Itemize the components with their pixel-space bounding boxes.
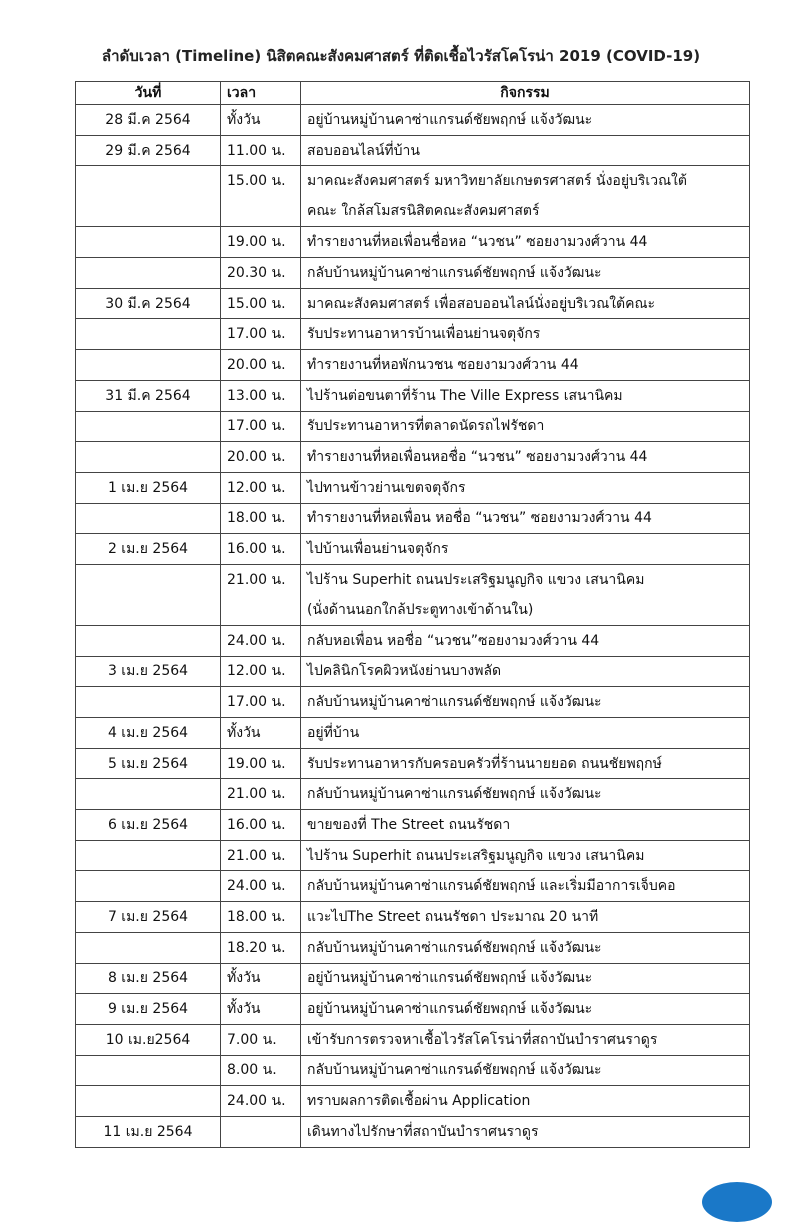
row-activity xyxy=(301,902,750,933)
activity-line: มาคณะสังคมศาสตร์ เพื่อสอบออนไลน์นั่งอยู่บริเวณใต้คณะ xyxy=(307,295,655,312)
row-time: 17.00 น. xyxy=(221,319,301,350)
row-date: 5 เม.ย 2564 xyxy=(76,748,221,779)
activity-line: สอบออนไลน์ที่บ้าน xyxy=(307,142,420,159)
row-activity xyxy=(301,1024,750,1055)
row-date xyxy=(76,564,221,625)
row-date: 10 เม.ย2564 xyxy=(76,1024,221,1055)
row-activity xyxy=(301,227,750,258)
activity-line: ไปร้าน Superhit ถนนประเสริฐมนูญกิจ แขวง เสนานิคม xyxy=(307,571,645,588)
row-time: 20.00 น. xyxy=(221,442,301,473)
row-time: 19.00 น. xyxy=(221,748,301,779)
row-activity xyxy=(301,687,750,718)
row-time: 18.20 น. xyxy=(221,932,301,963)
table-row xyxy=(76,135,750,166)
row-activity xyxy=(301,411,750,442)
activity-line: รับประทานอาหารบ้านเพื่อนย่านจตุจักร xyxy=(307,326,541,343)
header-date: วันที่ xyxy=(76,82,221,105)
row-date xyxy=(76,932,221,963)
row-time: 15.00 น. xyxy=(221,288,301,319)
row-activity xyxy=(301,718,750,749)
row-date: 6 เม.ย 2564 xyxy=(76,810,221,841)
row-date: 29 มี.ค 2564 xyxy=(76,135,221,166)
row-time: 11.00 น. xyxy=(221,135,301,166)
row-time: 17.00 น. xyxy=(221,687,301,718)
row-activity xyxy=(301,625,750,656)
row-time: 13.00 น. xyxy=(221,380,301,411)
activity-line: อยู่บ้านหมู่บ้านคาซ่าแกรนด์ชัยพฤกษ์ แจ้งวัฒนะ xyxy=(307,111,593,128)
page-title: ลำดับเวลา (Timeline) นิสิตคณะสังคมศาสตร์ ที่ติดเชื้อไวรัสโคโรน่า 2019 (COVID-19) xyxy=(101,47,701,65)
activity-line: ไปคลินิกโรคผิวหนังย่านบางพลัด xyxy=(307,663,502,680)
row-date: 8 เม.ย 2564 xyxy=(76,963,221,994)
table-row xyxy=(76,288,750,319)
activity-line: ไปร้าน Superhit ถนนประเสริฐมนูญกิจ แขวง เสนานิคม xyxy=(307,847,645,864)
row-activity xyxy=(301,871,750,902)
row-time: 12.00 น. xyxy=(221,656,301,687)
table-row xyxy=(76,932,750,963)
activity-line: กลับบ้านหมู่บ้านคาซ่าแกรนด์ชัยพฤกษ์ แจ้งวัฒนะ xyxy=(307,694,602,711)
row-time: ทั้งวัน xyxy=(221,105,301,136)
activity-line: กลับบ้านหมู่บ้านคาซ่าแกรนด์ชัยพฤกษ์ แจ้งวัฒนะ xyxy=(307,264,602,281)
row-date xyxy=(76,1086,221,1117)
row-date: 4 เม.ย 2564 xyxy=(76,718,221,749)
activity-line: เข้ารับการตรวจหาเชื้อไวรัสโคโรน่าที่สถาบันบำราศนราดูร xyxy=(307,1031,658,1048)
table-row xyxy=(76,625,750,656)
row-date: 2 เม.ย 2564 xyxy=(76,534,221,565)
table-row xyxy=(76,1116,750,1147)
row-activity xyxy=(301,963,750,994)
row-date xyxy=(76,840,221,871)
table-row xyxy=(76,902,750,933)
row-time: ทั้งวัน xyxy=(221,994,301,1025)
row-date xyxy=(76,258,221,289)
row-time: 18.00 น. xyxy=(221,503,301,534)
row-date: 3 เม.ย 2564 xyxy=(76,656,221,687)
activity-line: รับประทานอาหารที่ตลาดนัดรถไฟรัชดา xyxy=(307,418,545,435)
table-row xyxy=(76,258,750,289)
activity-line: อยู่บ้านหมู่บ้านคาซ่าแกรนด์ชัยพฤกษ์ แจ้งวัฒนะ xyxy=(307,970,593,987)
activity-line: ขายของที่ The Street ถนนรัชดา xyxy=(307,816,511,833)
row-date xyxy=(76,227,221,258)
activity-line: ทำรายงานที่หอเพื่อน หอชื่อ “นวชน” ซอยงามวงศ์วาน 44 xyxy=(307,510,652,527)
row-date: 11 เม.ย 2564 xyxy=(76,1116,221,1147)
table-row xyxy=(76,656,750,687)
row-time: 21.00 น. xyxy=(221,840,301,871)
table-row xyxy=(76,1086,750,1117)
activity-line: (นั่งด้านนอกใกล้ประตูทางเข้าด้านใน) xyxy=(307,601,534,618)
activity-line: มาคณะสังคมศาสตร์ มหาวิทยาลัยเกษตรศาสตร์ นั่งอยู่บริเวณใต้ xyxy=(307,173,687,190)
activity-line: กลับบ้านหมู่บ้านคาซ่าแกรนด์ชัยพฤกษ์ แจ้งวัฒนะ xyxy=(307,939,602,956)
activity-line: แวะไปThe Street ถนนรัชดา ประมาณ 20 นาที xyxy=(307,908,599,925)
table-row xyxy=(76,105,750,136)
row-date: 1 เม.ย 2564 xyxy=(76,472,221,503)
row-activity xyxy=(301,442,750,473)
activity-line: คณะ ใกล้สโมสรนิสิตคณะสังคมศาสตร์ xyxy=(307,203,540,220)
activity-line: ทำรายงานที่หอเพื่อนหอชื่อ “นวชน” ซอยงามวงศ์วาน 44 xyxy=(307,449,648,466)
row-time: 16.00 น. xyxy=(221,810,301,841)
row-time: 18.00 น. xyxy=(221,902,301,933)
row-time: 21.00 น. xyxy=(221,564,301,625)
header-activity: กิจกรรม xyxy=(301,82,750,105)
table-row xyxy=(76,227,750,258)
row-activity xyxy=(301,779,750,810)
activity-line: ทราบผลการติดเชื้อผ่าน Application xyxy=(307,1093,531,1110)
row-time: 20.30 น. xyxy=(221,258,301,289)
row-time: 21.00 น. xyxy=(221,779,301,810)
row-activity xyxy=(301,932,750,963)
row-activity xyxy=(301,656,750,687)
table-row xyxy=(76,840,750,871)
activity-line: รับประทานอาหารกับครอบครัวที่ร้านนายยอด ถนนชัยพฤกษ์ xyxy=(307,755,662,772)
row-activity xyxy=(301,503,750,534)
table-row xyxy=(76,564,750,625)
row-date xyxy=(76,411,221,442)
row-time: ทั้งวัน xyxy=(221,718,301,749)
table-row xyxy=(76,1024,750,1055)
row-date xyxy=(76,871,221,902)
activity-line: กลับบ้านหมู่บ้านคาซ่าแกรนด์ชัยพฤกษ์ แจ้งวัฒนะ xyxy=(307,786,602,803)
row-date: 28 มี.ค 2564 xyxy=(76,105,221,136)
row-time: 12.00 น. xyxy=(221,472,301,503)
row-activity xyxy=(301,1086,750,1117)
activity-line: กลับบ้านหมู่บ้านคาซ่าแกรนด์ชัยพฤกษ์ และเริ่มมีอาการเจ็บคอ xyxy=(307,878,676,895)
row-date xyxy=(76,1055,221,1086)
row-time: 16.00 น. xyxy=(221,534,301,565)
activity-line: อยู่ที่บ้าน xyxy=(307,724,360,741)
row-activity xyxy=(301,534,750,565)
row-activity xyxy=(301,472,750,503)
row-time: ทั้งวัน xyxy=(221,963,301,994)
row-time: 8.00 น. xyxy=(221,1055,301,1086)
row-activity xyxy=(301,319,750,350)
row-time: 17.00 น. xyxy=(221,411,301,442)
row-activity xyxy=(301,564,750,625)
table-row xyxy=(76,166,750,227)
row-date xyxy=(76,166,221,227)
row-time: 19.00 น. xyxy=(221,227,301,258)
row-date xyxy=(76,625,221,656)
activity-line: เดินทางไปรักษาที่สถาบันบำราศนราดูร xyxy=(307,1123,539,1140)
activity-line: ไปร้านต่อขนตาที่ร้าน The Ville Express เสนานิคม xyxy=(307,387,623,404)
row-time: 24.00 น. xyxy=(221,1086,301,1117)
table-row xyxy=(76,748,750,779)
row-date xyxy=(76,442,221,473)
table-row xyxy=(76,534,750,565)
row-activity xyxy=(301,810,750,841)
activity-line: กลับหอเพื่อน หอชื่อ “นวชน”ซอยงามวงศ์วาน 44 xyxy=(307,632,600,649)
row-date xyxy=(76,687,221,718)
row-date: 9 เม.ย 2564 xyxy=(76,994,221,1025)
table-row xyxy=(76,718,750,749)
table-row xyxy=(76,871,750,902)
row-activity xyxy=(301,840,750,871)
row-date xyxy=(76,350,221,381)
row-activity xyxy=(301,380,750,411)
row-date xyxy=(76,779,221,810)
table-row xyxy=(76,472,750,503)
row-activity xyxy=(301,994,750,1025)
row-activity xyxy=(301,288,750,319)
table-row xyxy=(76,810,750,841)
corner-decoration xyxy=(702,1182,772,1222)
row-activity xyxy=(301,258,750,289)
row-time: 24.00 น. xyxy=(221,625,301,656)
row-time: 20.00 น. xyxy=(221,350,301,381)
activity-line: ทำรายงานที่หอเพื่อนชื่อหอ “นวชน” ซอยงามวงศ์วาน 44 xyxy=(307,234,648,251)
row-date xyxy=(76,503,221,534)
activity-line: ไปทานข้าวย่านเขตจตุจักร xyxy=(307,479,466,496)
table-row xyxy=(76,687,750,718)
activity-line: ไปบ้านเพื่อนย่านจตุจักร xyxy=(307,541,449,558)
row-date: 7 เม.ย 2564 xyxy=(76,902,221,933)
row-activity xyxy=(301,135,750,166)
table-row xyxy=(76,380,750,411)
table-header-row xyxy=(76,82,750,105)
row-time: 24.00 น. xyxy=(221,871,301,902)
table-row xyxy=(76,350,750,381)
row-activity xyxy=(301,166,750,227)
row-time xyxy=(221,1116,301,1147)
timeline-body xyxy=(76,105,750,1148)
table-row xyxy=(76,994,750,1025)
table-row xyxy=(76,779,750,810)
table-row xyxy=(76,1055,750,1086)
activity-line: อยู่บ้านหมู่บ้านคาซ่าแกรนด์ชัยพฤกษ์ แจ้งวัฒนะ xyxy=(307,1001,593,1018)
row-activity xyxy=(301,105,750,136)
row-activity xyxy=(301,748,750,779)
row-date: 30 มี.ค 2564 xyxy=(76,288,221,319)
table-row xyxy=(76,503,750,534)
row-activity xyxy=(301,350,750,381)
activity-line: ทำรายงานที่หอพักนวชน ซอยงามวงศ์วาน 44 xyxy=(307,356,579,373)
header-time: เวลา xyxy=(221,82,301,105)
table-row xyxy=(76,411,750,442)
activity-line: กลับบ้านหมู่บ้านคาซ่าแกรนด์ชัยพฤกษ์ แจ้งวัฒนะ xyxy=(307,1062,602,1079)
table-row xyxy=(76,963,750,994)
row-activity xyxy=(301,1116,750,1147)
row-date: 31 มี.ค 2564 xyxy=(76,380,221,411)
table-row xyxy=(76,319,750,350)
row-time: 7.00 น. xyxy=(221,1024,301,1055)
timeline-table xyxy=(75,81,750,1148)
row-date xyxy=(76,319,221,350)
row-activity xyxy=(301,1055,750,1086)
table-row xyxy=(76,442,750,473)
row-time: 15.00 น. xyxy=(221,166,301,227)
